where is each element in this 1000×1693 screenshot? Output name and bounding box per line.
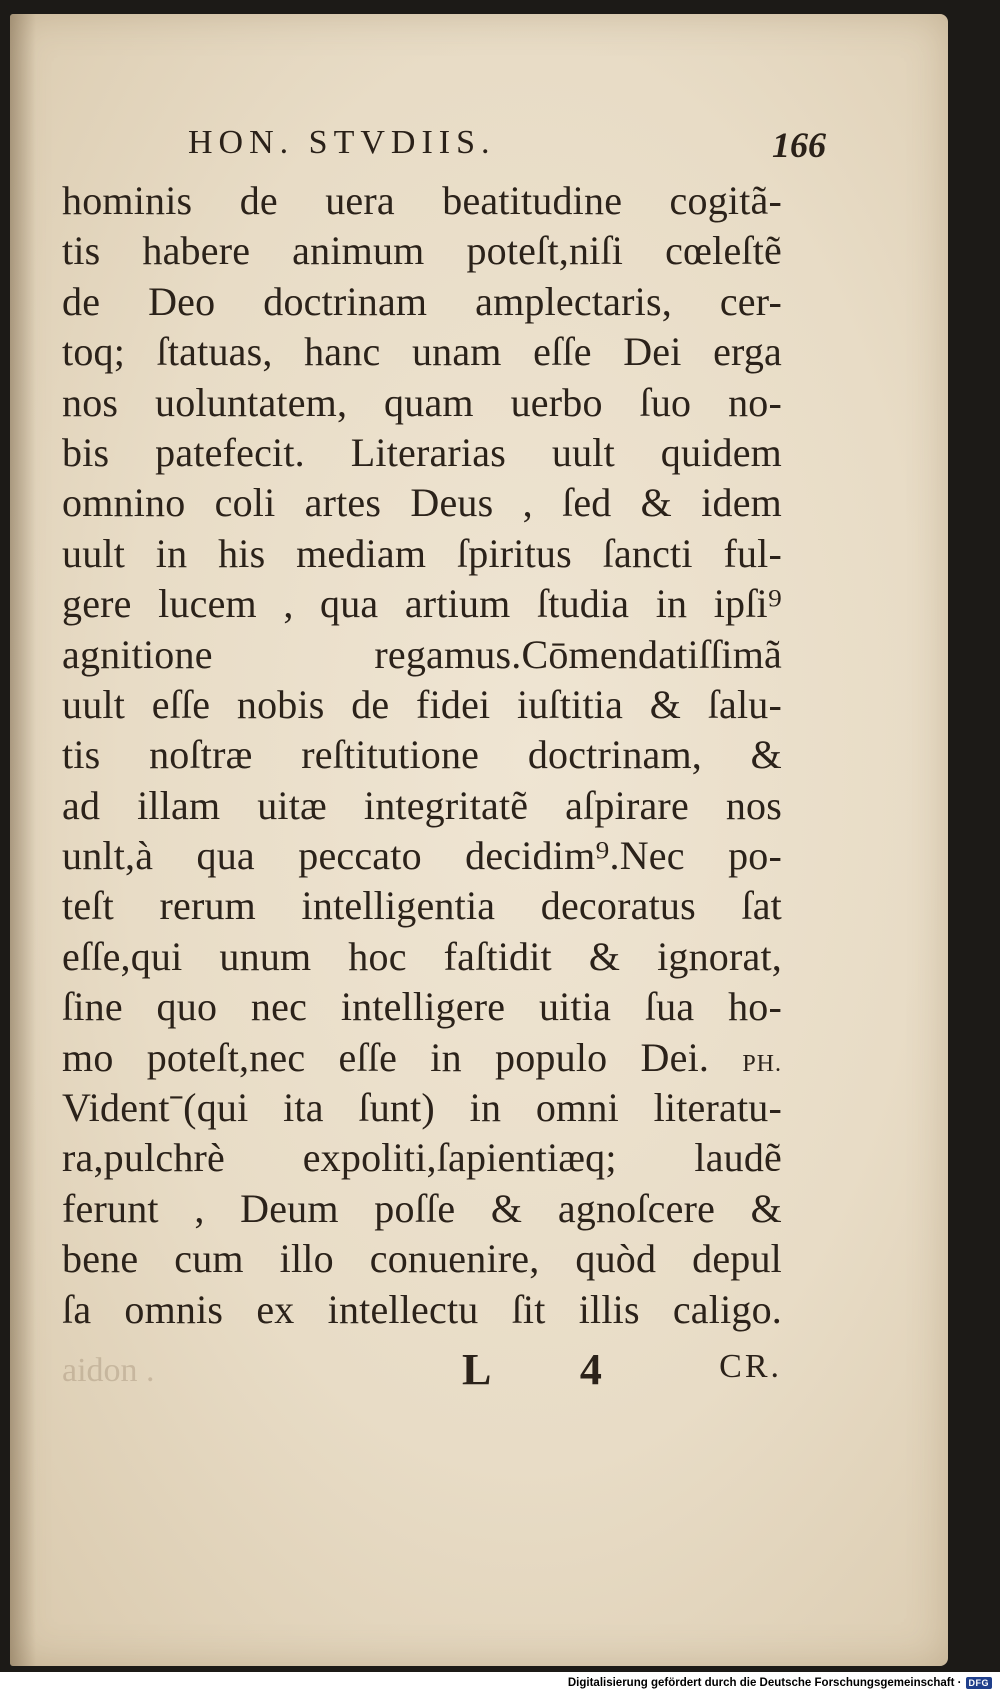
text-line: de Deo doctrinam amplectaris, cer- [62,278,782,324]
catchword: CR. [719,1348,782,1385]
text-line: Videntˉ(qui ita ſunt) in omni literatu- [62,1085,782,1131]
text-line: teſt rerum intelligentia decoratus ſat [62,883,782,929]
text-line: uult eſſe nobis de fidei iuſtitia & ſalu- [62,681,782,727]
credit-text: Digitalisierung gefördert durch die Deutsche Forschungsgemeinschaft · [567,1677,962,1689]
signature-mark: L 4 [462,1345,642,1394]
text-line: gere lucem , qua artium ſtudia in ipſi⁹ [62,581,782,627]
digitization-credit [568,1674,992,1692]
text-line: bene cum illo conuenire, quòd depul [62,1236,782,1282]
text-line: nos uoluntatem, quam uerbo ſuo no- [62,379,782,425]
text-line: eſſe,qui unum hoc faſtidit & ignorat, [62,933,782,979]
book-page [10,14,948,1666]
text-line: tis noſtræ reſtitutione doctrinam, & [62,732,782,778]
running-head: HON. STVDIIS. [188,124,496,161]
text-line: omnino coli artes Deus , ſed & idem [62,480,782,526]
text-line: toq; ſtatuas, hanc unam eſſe Dei erga [62,329,782,375]
text-line: ferunt , Deum poſſe & agnoſcere & [62,1185,782,1231]
body-text [62,176,782,1335]
speaker-line-text: mo poteſt,nec eſſe in populo Dei. [62,1034,710,1080]
speaker-line [62,1033,782,1083]
text-line: ſine quo nec intelligere uitia ſua ho- [62,984,782,1030]
text-line: unlt,à qua peccato decidim⁹.Nec po- [62,833,782,879]
dfg-logo-icon: DFG [966,1677,993,1689]
show-through-text: aidon . [62,1352,155,1389]
text-line: bis patefecit. Literarias uult quidem [62,429,782,475]
text-line: tis habere animum poteſt,niſi cœleſtẽ [62,228,782,274]
text-line: ſa omnis ex intellectu ſit illis caligo. [62,1286,782,1332]
page-header [178,124,826,174]
text-line: ad illam uitæ integritatẽ aſpirare nos [62,782,782,828]
text-line: hominis de uera beatitudine cogitã- [62,178,782,223]
speaker-label: PH. [742,1050,783,1077]
page-footer [62,1344,782,1404]
text-line: agnitione regamus.Cōmendatiſſimã [62,631,782,677]
text-line: uult in his mediam ſpiritus ſancti ful- [62,530,782,576]
text-line: ra,pulchrè expoliti,ſapientiæq; laudẽ [62,1135,782,1181]
page-number: 166 [772,125,826,165]
